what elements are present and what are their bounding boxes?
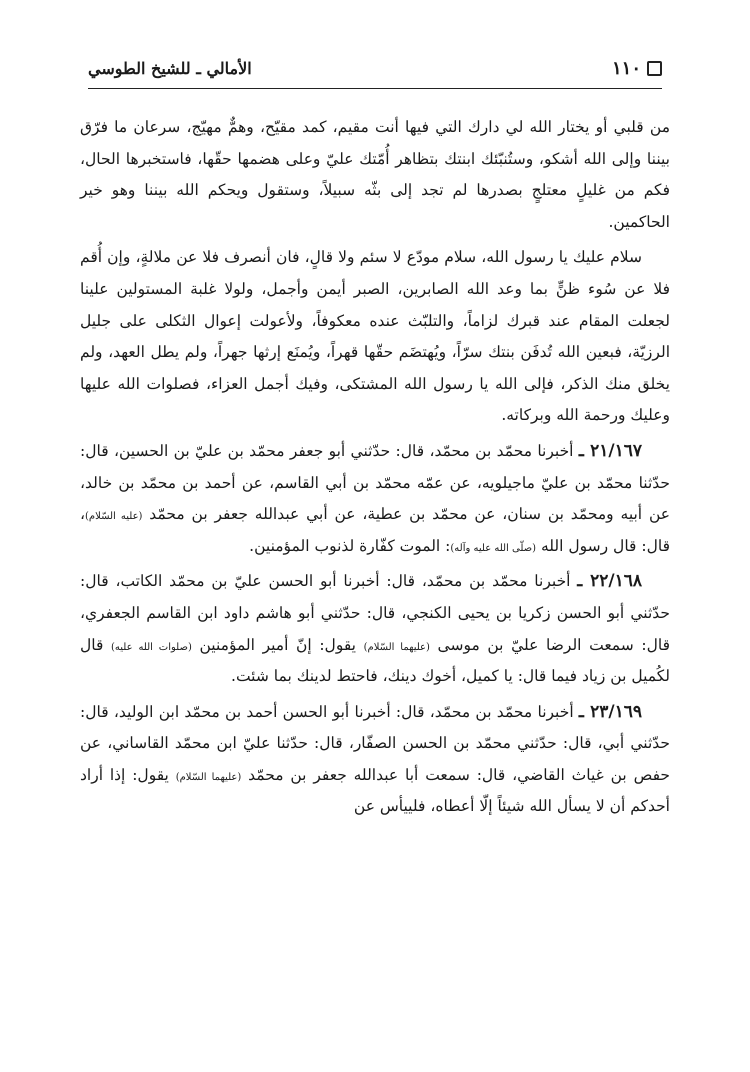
body-text [80,112,670,827]
honorific-phrase: (عليهما السّلام) [363,641,430,653]
text-segment: سلام عليك يا رسول الله، سلام مودّع لا سئم ولا قالٍ، فان أنصرف فلا عن ملالةٍ، وإن أُقم فلا عن سُوء ظنٍّ بما وعد الله الصابرين، الصبر أيمن وأجمل، ولولا غلبة المستولين علينا لجعلت المقام عند قبرك لزاماً، والتلبّث عنده معكوفاً، ولأعولت إعوال الثكلى على جليل الرزيّة، فبعين الله تُدفَن بنتك سرّاً، ويُهتضَم حقّها قهراً، ويُمنَع إرثها جهراً، ولم يطل العهد، ولم يخلق منك الذكر، فإلى الله يا رسول الله المشتكى، وفيك أجمل العزاء، فصلوات الله عليها وعليك ورحمة الله وبركاته. [80,248,670,425]
text-segment: أخبرنا محمّد بن محمّد، قال: أخبرنا أبو الحسن أحمد بن محمّد ابن الوليد، قال: حدّثني أبي، قال: حدّثني محمّد بن الحسن الصفّار، قال: حدّثنا عليّ ابن محمّد القاساني، عن حفص بن غياث القاضي، قال: سمعت أبا عبدالله جعفر بن محمّد [80,702,670,784]
honorific-phrase: (صلوات الله عليه) [111,641,192,653]
text-segment: يقول: إذا أراد أحدكم أن لا يسأل الله شيئاً إلّا أعطاه، فلييأس عن [80,765,670,816]
paragraph-p3 [80,436,670,562]
text-segment: من قلبي أو يختار الله لي دارك التي فيها أنت مقيم، كمد مقيّح، وهمٌّ مهيّج، سرعان ما فرّق بيننا وإلى الله أشكو، وستُنبّئك ابنتك بتظاهر أُمّتك عليّ وعلى هضمها حقّها، فاستخبرها الحال، فكم من غليلٍ معتلجٍ بصدرها لم تجد إلى بثّه سبيلاً، وستقول ويحكم الله بيننا وهو خير الحاكمين. [80,118,670,231]
text-segment: : الموت كفّارة لذنوب المؤمنين. [249,536,451,555]
page-number [612,58,662,79]
honorific-phrase: (عليه السّلام) [85,511,143,523]
paragraph-p5 [80,697,670,823]
text-segment: أخبرنا محمّد بن محمّد، قال: أخبرنا أبو الحسن عليّ بن محمّد الكاتب، قال: حدّثني أبو الحسن زكريا بن يحيى الكنجي، قال: حدّثني أبو هاشم داود ابن القاسم الجعفري، قال: سمعت الرضا عليّ بن موسى [80,572,670,654]
square-box-icon [647,61,662,76]
text-segment: يقول: إنّ أمير المؤمنين [191,635,364,654]
hadith-number: ٢١/١٦٧ ـ [578,440,642,461]
hadith-number: ٢٢/١٦٨ ـ [577,571,642,592]
hadith-number: ٢٣/١٦٩ ـ [578,701,642,722]
running-title: الأمالي ـ للشيخ الطوسي [88,58,252,78]
paragraph-p1 [80,112,670,238]
text-segment: أخبرنا محمّد بن محمّد، قال: حدّثني أبو جعفر محمّد بن عليّ بن الحسين، قال: حدّثنا محمّد بن عليّ ماجيلويه، عن عمّه محمّد بن أبي القاسم، عن أحمد بن محمّد بن خالد، عن أبيه ومحمّد بن سنان، عن محمّد بن عطية، عن أبي عبدالله جعفر بن محمّد [80,441,670,524]
honorific-phrase: (عليهما السّلام) [175,771,242,783]
paragraph-p4 [80,566,670,692]
text-segment: قال لكُميل بن زياد فيما قال: يا كميل، أخوك دينك، فاحتط لدينك بما شئت. [80,635,670,686]
text-segment: ، قال: قال رسول الله [80,505,670,555]
page-number-text: ١١٠ [611,57,641,79]
paragraph-p2 [80,242,670,432]
page-header [88,48,662,89]
honorific-phrase: (صلّى الله عليه وآله) [450,542,537,554]
